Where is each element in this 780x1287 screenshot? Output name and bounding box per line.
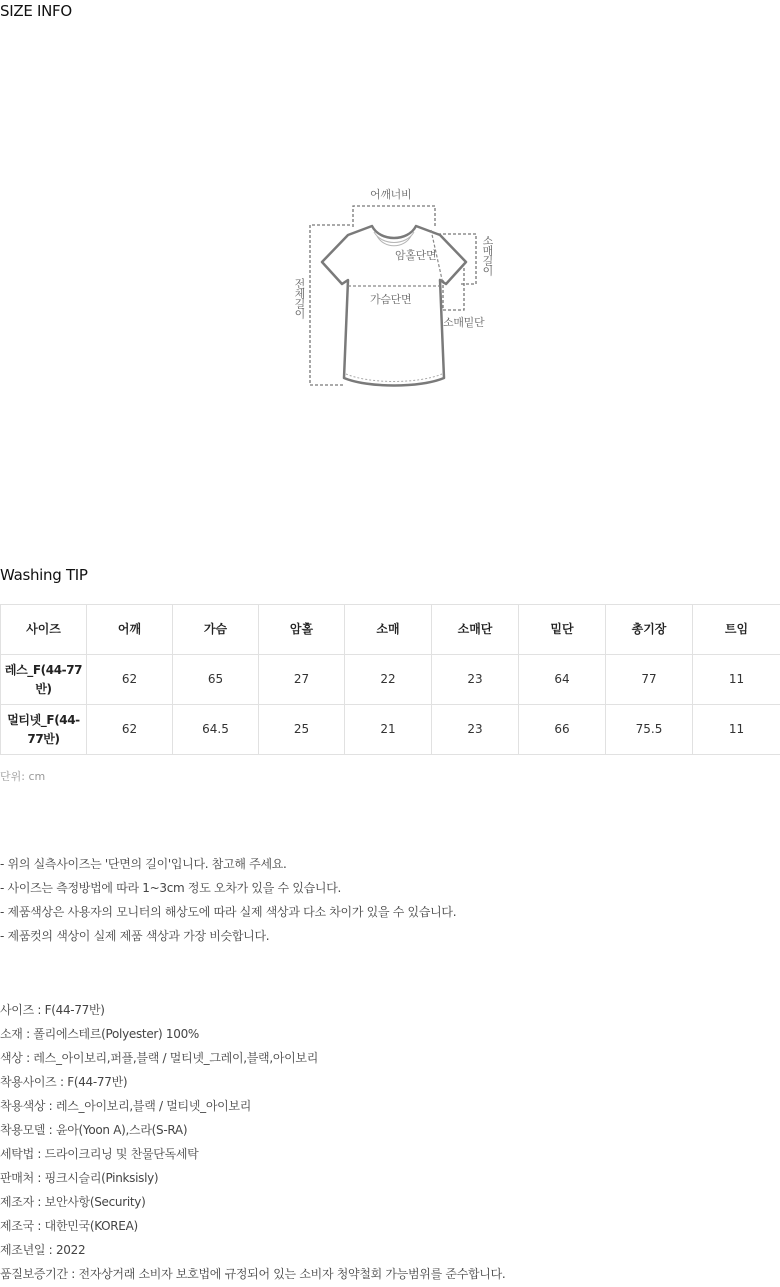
notice-list <box>0 852 456 948</box>
table-cell: 11 <box>693 705 780 755</box>
notice-item: - 사이즈는 측정방법에 따라 1~3cm 정도 오차가 있을 수 있습니다. <box>0 881 342 895</box>
table-cell: 64.5 <box>173 705 259 755</box>
table-cell: 멀티넷_F(44-77반) <box>1 705 87 755</box>
table-cell: 11 <box>693 655 780 705</box>
header-shoulder: 어깨 <box>87 605 173 655</box>
label-shoulder-width: 어깨너비 <box>370 188 412 201</box>
table-cell: 25 <box>259 705 345 755</box>
header-size: 사이즈 <box>1 605 87 655</box>
table-cell: 62 <box>87 655 173 705</box>
spec-item: 착용사이즈 : F(44-77반) <box>0 1075 128 1089</box>
table-row <box>1 655 780 705</box>
size-table <box>0 604 780 755</box>
header-armhole: 암홀 <box>259 605 345 655</box>
label-chest: 가슴단면 <box>370 293 412 306</box>
label-sleeve-hem: 소매밑단 <box>443 316 485 329</box>
header-sleeve: 소매 <box>345 605 432 655</box>
notice-item: - 제품색상은 사용자의 모니터의 해상도에 따라 실제 색상과 다소 차이가 있을 수 있습니다. <box>0 905 457 919</box>
header-slit: 트임 <box>693 605 780 655</box>
spec-item: 제조국 : 대한민국(KOREA) <box>0 1219 138 1233</box>
spec-item: 판매처 : 핑크시슬리(Pinksisly) <box>0 1171 159 1185</box>
label-sleeve-length: 소매길이 <box>481 235 494 275</box>
table-cell: 64 <box>519 655 606 705</box>
table-cell: 77 <box>606 655 693 705</box>
header-total-length: 총기장 <box>606 605 693 655</box>
label-armhole: 암홀단면 <box>395 249 437 262</box>
unit-note: 단위: cm <box>0 770 46 783</box>
table-cell: 65 <box>173 655 259 705</box>
size-info-title: SIZE INFO <box>0 2 72 20</box>
table-header-row <box>1 605 780 655</box>
notice-item: - 제품컷의 색상이 실제 제품 색상과 가장 비슷합니다. <box>0 929 270 943</box>
tshirt-measurement-illustration <box>280 180 500 395</box>
notice-item: - 위의 실측사이즈는 '단면의 길이'입니다. 참고해 주세요. <box>0 857 287 871</box>
spec-item: 착용색상 : 레스_아이보리,블랙 / 멀티넷_아이보리 <box>0 1099 252 1113</box>
table-cell: 23 <box>432 705 519 755</box>
table-cell: 23 <box>432 655 519 705</box>
spec-item: 세탁법 : 드라이크리닝 및 찬물단독세탁 <box>0 1147 199 1161</box>
product-spec-list <box>0 998 505 1286</box>
spec-item: 제조자 : 보안사항(Security) <box>0 1195 146 1209</box>
table-cell: 레스_F(44-77반) <box>1 655 87 705</box>
header-sleeve-hem: 소매단 <box>432 605 519 655</box>
table-cell: 75.5 <box>606 705 693 755</box>
header-chest: 가슴 <box>173 605 259 655</box>
header-hem: 밑단 <box>519 605 606 655</box>
table-row <box>1 705 780 755</box>
table-cell: 22 <box>345 655 432 705</box>
spec-item: 소재 : 폴리에스테르(Polyester) 100% <box>0 1027 200 1041</box>
table-cell: 66 <box>519 705 606 755</box>
spec-item: 착용모델 : 윤아(Yoon A),스라(S-RA) <box>0 1123 188 1137</box>
table-cell: 62 <box>87 705 173 755</box>
spec-item: 색상 : 레스_아이보리,퍼플,블랙 / 멀티넷_그레이,블랙,아이보리 <box>0 1051 319 1065</box>
table-cell: 27 <box>259 655 345 705</box>
spec-item: 품질보증기간 : 전자상거래 소비자 보호법에 규정되어 있는 소비자 청약철회 가능범위를 준수합니다. <box>0 1267 506 1281</box>
washing-tip-title: Washing TIP <box>0 566 88 584</box>
shoulder-measure-line <box>353 206 435 227</box>
spec-item: 사이즈 : F(44-77반) <box>0 1003 105 1017</box>
spec-item: 제조년일 : 2022 <box>0 1243 86 1257</box>
label-total-length: 전체길이 <box>293 278 306 318</box>
size-diagram <box>280 180 500 395</box>
table-cell: 21 <box>345 705 432 755</box>
